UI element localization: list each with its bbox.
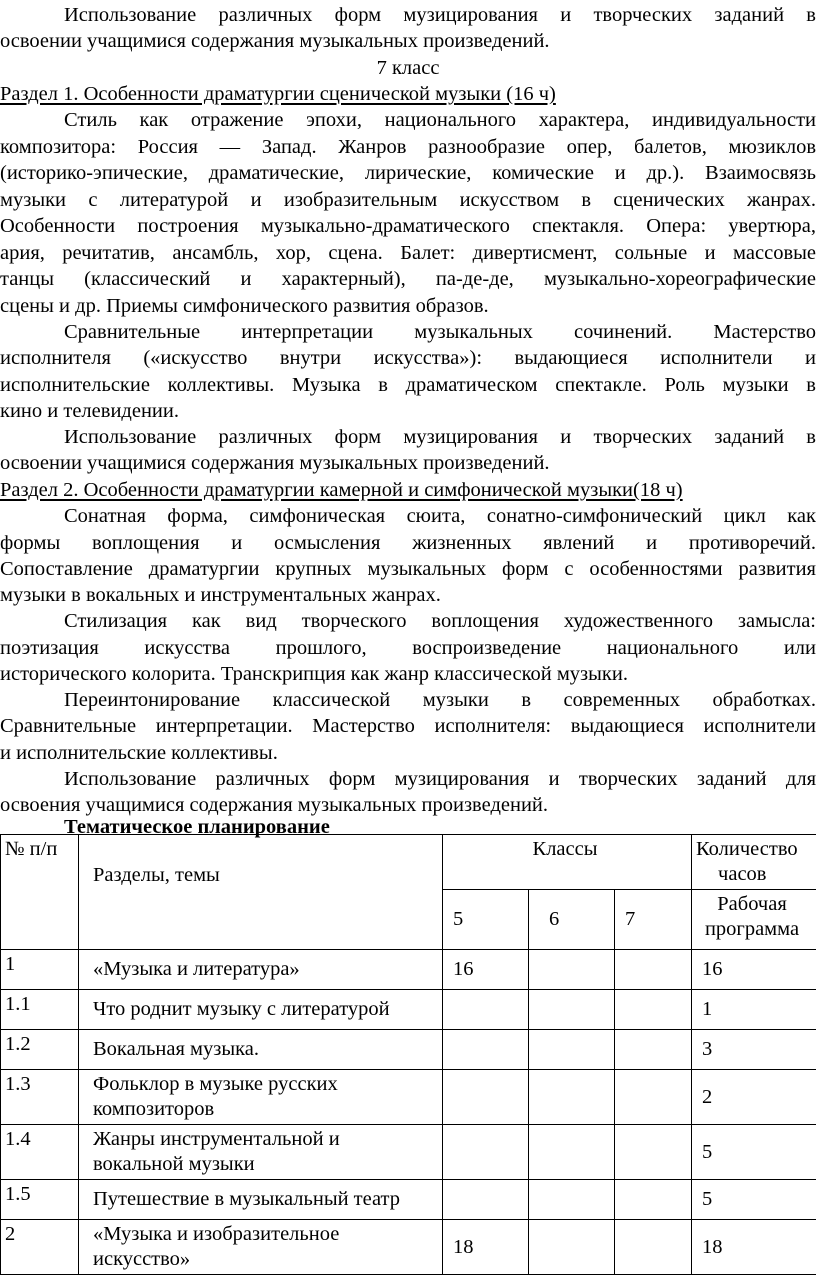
row-class-6 xyxy=(529,1070,615,1125)
header-program-line: Рабочая xyxy=(696,892,808,917)
row-class-5 xyxy=(443,1070,529,1125)
row-topic: Вокальная музыка. xyxy=(79,1030,443,1070)
paragraph-line: Сонатная форма, симфоническая сюита, сонатно-симфонический цикл как xyxy=(0,503,816,530)
row-topic xyxy=(79,1220,443,1275)
paragraph-line: Особенности построения музыкально-драматического спектакля. Опера: увертюра, xyxy=(0,213,816,240)
table-row xyxy=(1,1180,816,1220)
row-hours: 2 xyxy=(692,1070,816,1125)
table-row xyxy=(1,1030,816,1070)
paragraph-line: Использование различных форм музицирования и творческих заданий в xyxy=(0,424,816,451)
row-class-6 xyxy=(529,950,615,990)
thematic-planning-table xyxy=(0,834,816,1275)
row-class-5 xyxy=(443,1030,529,1070)
header-hours-line: Количество xyxy=(696,837,808,862)
paragraph-line: освоении учащимися содержания музыкальных произведений. xyxy=(0,450,816,477)
grade-heading: 7 класс xyxy=(0,55,816,82)
paragraph-line: Сравнительные интерпретации. Мастерство исполнителя: выдающиеся исполнители xyxy=(0,713,816,740)
row-num: 1.2 xyxy=(1,1030,79,1070)
paragraph-line: сцены и др. Приемы симфонического развития образов. xyxy=(0,293,816,320)
header-program xyxy=(692,890,816,950)
header-class-5: 5 xyxy=(443,890,529,950)
table-row xyxy=(1,1220,816,1275)
paragraph-line: Использование различных форм музицирования и творческих заданий для xyxy=(0,766,816,793)
row-num: 1 xyxy=(1,950,79,990)
row-topic-line: искусство» xyxy=(93,1247,434,1272)
paragraph-line: кино и телевидении. xyxy=(0,398,816,425)
paragraph-line: музыки с литературой и изобразительным искусством в сценических жанрах. xyxy=(0,187,816,214)
paragraph-line: Сравнительные интерпретации музыкальных сочинений. Мастерство xyxy=(0,319,816,346)
paragraph-line: освоении учащимися содержания музыкальных произведений. xyxy=(0,28,816,55)
header-program-line: программа xyxy=(696,917,808,942)
paragraph-line: освоения учащимися содержания музыкальных произведений. xyxy=(0,792,816,819)
paragraph-line: ария, речитатив, ансамбль, хор, сцена. Балет: дивертисмент, сольные и массовые xyxy=(0,240,816,267)
table-row xyxy=(1,1070,816,1125)
table-title: Тематическое планирование xyxy=(0,814,816,841)
row-topic xyxy=(79,1125,443,1180)
row-num: 1.5 xyxy=(1,1180,79,1220)
paragraph-line: танцы (классический и характерный), па-де-де, музыкально-хореографические xyxy=(0,266,816,293)
row-class-7 xyxy=(615,1180,692,1220)
row-class-6 xyxy=(529,1220,615,1275)
row-topic xyxy=(79,1070,443,1125)
row-class-6 xyxy=(529,1030,615,1070)
table-header-row xyxy=(1,835,816,890)
row-class-5: 18 xyxy=(443,1220,529,1275)
row-topic-line: композиторов xyxy=(93,1097,434,1122)
paragraph-line: Стилизация как вид творческого воплощения художественного замысла: xyxy=(0,608,816,635)
row-class-7 xyxy=(615,950,692,990)
paragraph-line: исторического колорита. Транскрипция как жанр классической музыки. xyxy=(0,661,816,688)
section-2-title: Раздел 2. Особенности драматургии камерной и симфонической музыки(18 ч) xyxy=(0,479,683,501)
row-topic-line: Фольклор в музыке русских xyxy=(93,1072,434,1097)
header-hours-line: часов xyxy=(696,862,808,887)
row-class-5 xyxy=(443,990,529,1030)
section-1-title: Раздел 1. Особенности драматургии сценической музыки (16 ч) xyxy=(0,83,556,105)
paragraph-line: музыки в вокальных и инструментальных жанрах. xyxy=(0,582,816,609)
header-num: № п/п xyxy=(1,835,79,950)
row-topic-line: вокальной музыки xyxy=(93,1152,434,1177)
header-hours xyxy=(692,835,816,890)
row-num: 1.3 xyxy=(1,1070,79,1125)
table-row xyxy=(1,1125,816,1180)
paragraph-line: исполнительские коллективы. Музыка в драматическом спектакле. Роль музыки в xyxy=(0,372,816,399)
row-class-7 xyxy=(615,1220,692,1275)
row-topic: Путешествие в музыкальный театр xyxy=(79,1180,443,1220)
row-topic: Что роднит музыку с литературой xyxy=(79,990,443,1030)
row-class-5 xyxy=(443,1180,529,1220)
paragraph-line: Использование различных форм музицирования и творческих заданий в xyxy=(0,2,816,29)
table-row xyxy=(1,990,816,1030)
row-topic-line: Жанры инструментальной и xyxy=(93,1127,434,1152)
header-class-6: 6 xyxy=(529,890,615,950)
paragraph-line: исполнителя («искусство внутри искусства»): выдающиеся исполнители и xyxy=(0,345,816,372)
row-class-6 xyxy=(529,1180,615,1220)
table-row xyxy=(1,950,816,990)
header-classes: Классы xyxy=(443,835,692,890)
row-num: 1.1 xyxy=(1,990,79,1030)
paragraph-line: (историко-эпические, драматические, лирические, комические и др.). Взаимосвязь xyxy=(0,160,816,187)
row-class-5: 16 xyxy=(443,950,529,990)
row-topic: «Музыка и литература» xyxy=(79,950,443,990)
paragraph-line: Стиль как отражение эпохи, национального характера, индивидуальности xyxy=(0,107,816,134)
row-num: 1.4 xyxy=(1,1125,79,1180)
row-class-7 xyxy=(615,1125,692,1180)
row-topic-line: «Музыка и изобразительное xyxy=(93,1222,434,1247)
row-class-6 xyxy=(529,990,615,1030)
paragraph-line: Сопоставление драматургии крупных музыкальных форм с особенностями развития xyxy=(0,556,816,583)
section-heading xyxy=(0,81,816,108)
row-class-7 xyxy=(615,990,692,1030)
header-class-7: 7 xyxy=(615,890,692,950)
paragraph-line: композитора: Россия — Запад. Жанров разнообразие опер, балетов, мюзиклов xyxy=(0,134,816,161)
row-hours: 1 xyxy=(692,990,816,1030)
row-hours: 5 xyxy=(692,1180,816,1220)
row-class-6 xyxy=(529,1125,615,1180)
row-class-7 xyxy=(615,1030,692,1070)
header-topics: Разделы, темы xyxy=(79,835,443,950)
paragraph-line: формы воплощения и осмысления жизненных явлений и противоречий. xyxy=(0,530,816,557)
row-hours: 16 xyxy=(692,950,816,990)
paragraph-line: поэтизация искусства прошлого, воспроизведение национального или xyxy=(0,635,816,662)
paragraph-line: и исполнительские коллективы. xyxy=(0,740,816,767)
row-num: 2 xyxy=(1,1220,79,1275)
section-heading xyxy=(0,477,816,504)
row-class-5 xyxy=(443,1125,529,1180)
row-hours: 18 xyxy=(692,1220,816,1275)
paragraph-line: Переинтонирование классической музыки в современных обработках. xyxy=(0,687,816,714)
row-hours: 5 xyxy=(692,1125,816,1180)
row-class-7 xyxy=(615,1070,692,1125)
row-hours: 3 xyxy=(692,1030,816,1070)
